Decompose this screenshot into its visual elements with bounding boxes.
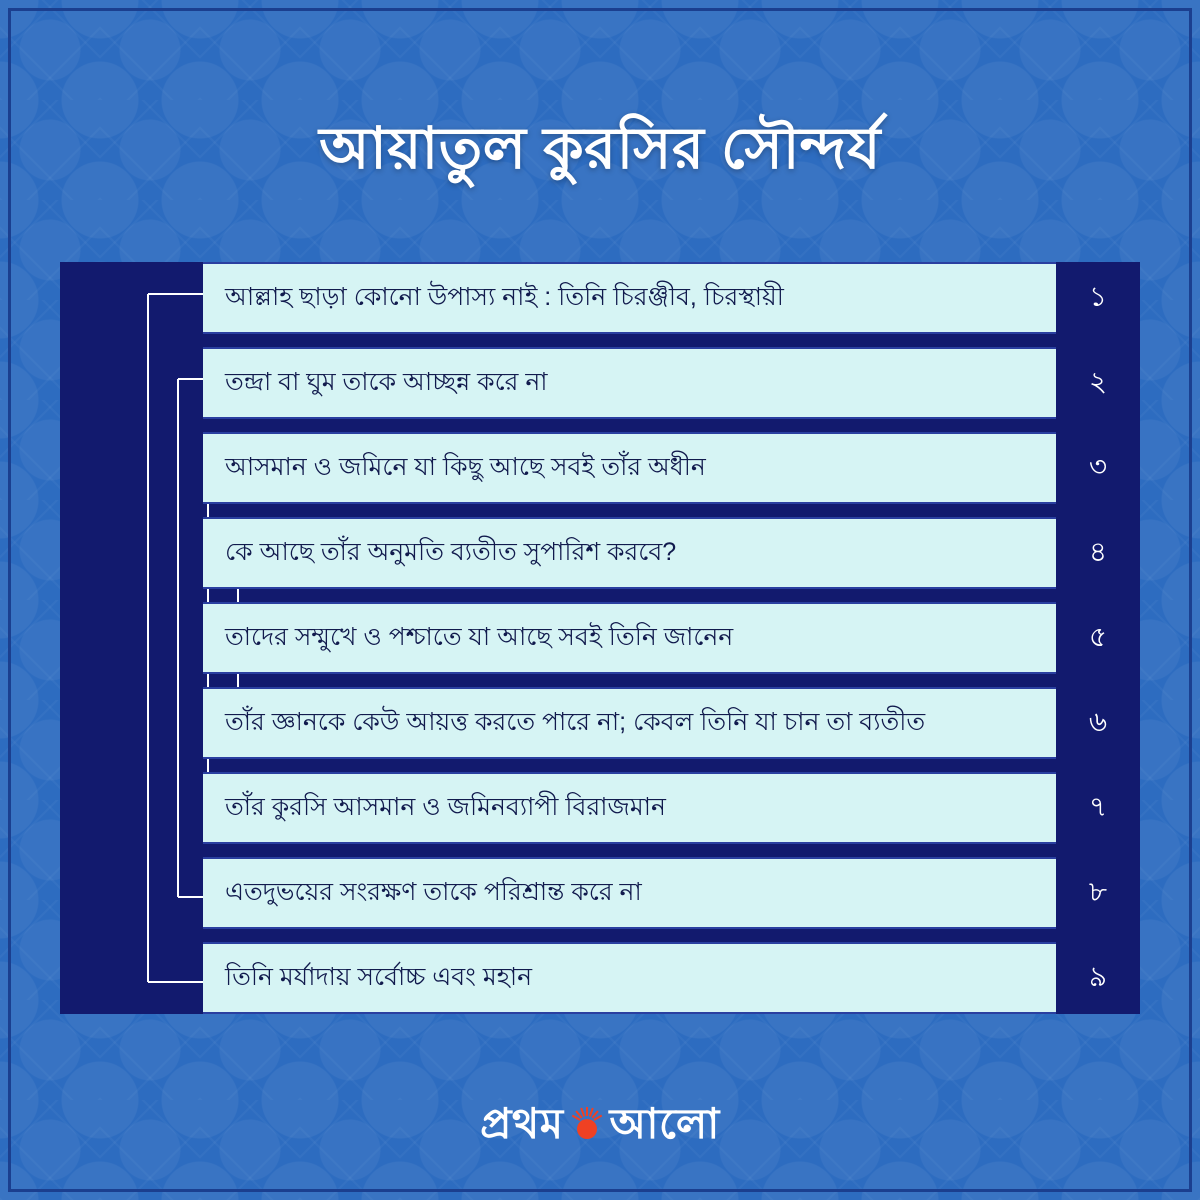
list-item[interactable] <box>203 772 1140 844</box>
list-item-text: তাঁর কুরসি আসমান ও জমিনব্যাপী বিরাজমান <box>203 772 1056 844</box>
list-item[interactable] <box>203 432 1140 504</box>
list-item-number: ৬ <box>1056 687 1140 759</box>
list-item-number: ৫ <box>1056 602 1140 674</box>
list-item-text: তিনি মর্যাদায় সর্বোচ্চ এবং মহান <box>203 942 1056 1014</box>
list-item-text: কে আছে তাঁর অনুমতি ব্যতীত সুপারিশ করবে? <box>203 517 1056 589</box>
list-rows <box>60 262 1140 1014</box>
brand-logo[interactable] <box>0 1091 1200 1162</box>
list-item-text: এতদুভয়ের সংরক্ষণ তাকে পরিশ্রান্ত করে না <box>203 857 1056 929</box>
list-item-text: আল্লাহ ছাড়া কোনো উপাস্য নাই : তিনি চিরঞ্জীব, চিরস্থায়ী <box>203 262 1056 334</box>
list-item[interactable] <box>203 602 1140 674</box>
list-item[interactable] <box>203 347 1140 419</box>
list-item-text: তাঁর জ্ঞানকে কেউ আয়ত্ত করতে পারে না; কেবল তিনি যা চান তা ব্যতীত <box>203 687 1056 759</box>
list-item-number: ৯ <box>1056 942 1140 1014</box>
list-item[interactable] <box>203 942 1140 1014</box>
page-title: আয়াতুল কুরসির সৌন্দর্য <box>319 116 881 181</box>
list-item[interactable] <box>203 517 1140 589</box>
list-item-text: তাদের সম্মুখে ও পশ্চাতে যা আছে সবই তিনি জানেন <box>203 602 1056 674</box>
list-item-text: আসমান ও জমিনে যা কিছু আছে সবই তাঁর অধীন <box>203 432 1056 504</box>
brand-logo-left: প্রথম <box>480 1100 564 1147</box>
list-item-number: ৭ <box>1056 772 1140 844</box>
brand-logo-right: আলো <box>609 1100 720 1147</box>
list-item-number: ৪ <box>1056 517 1140 589</box>
list-item-number: ৮ <box>1056 857 1140 929</box>
list-item[interactable] <box>203 687 1140 759</box>
list-item-number: ২ <box>1056 347 1140 419</box>
list-item-number: ১ <box>1056 262 1140 334</box>
list-item[interactable] <box>203 262 1140 334</box>
sun-icon <box>570 1107 604 1141</box>
list-item-text: তন্দ্রা বা ঘুম তাকে আচ্ছন্ন করে না <box>203 347 1056 419</box>
list-item[interactable] <box>203 857 1140 929</box>
list-item-number: ৩ <box>1056 432 1140 504</box>
